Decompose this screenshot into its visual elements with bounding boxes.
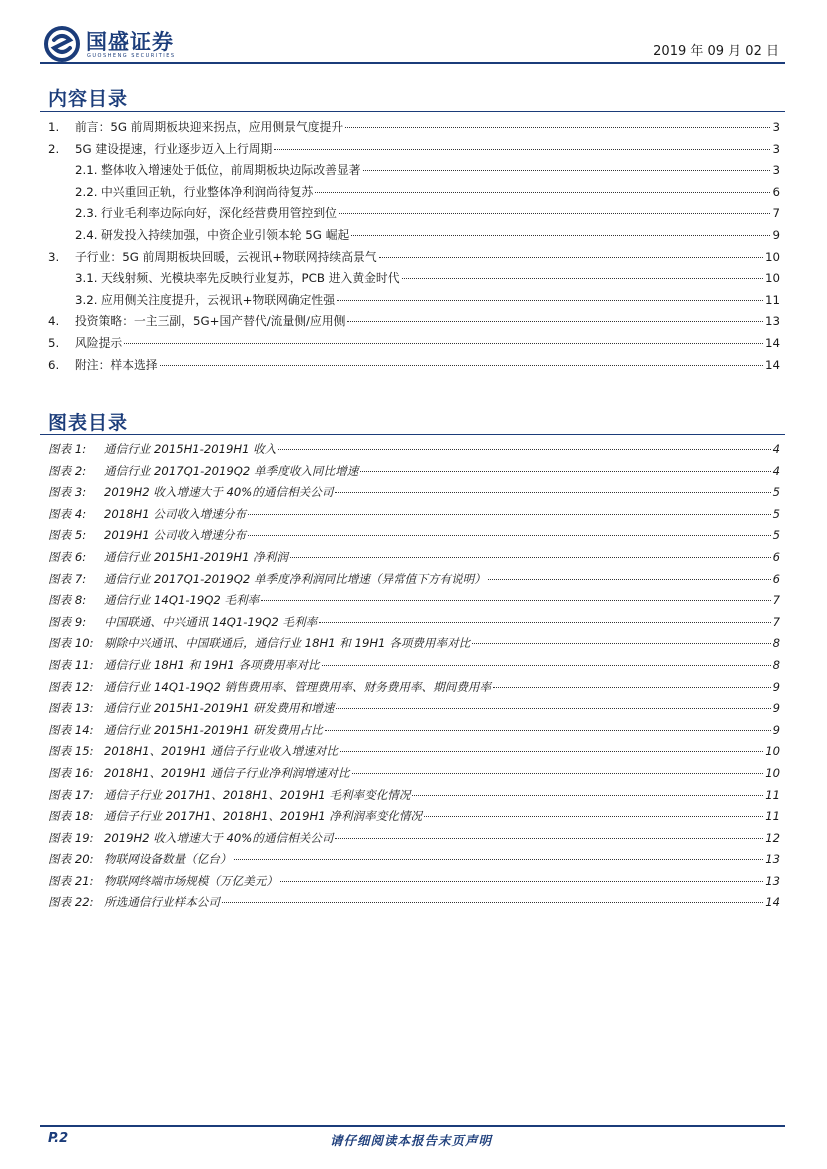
figure-entry[interactable]: 图表 21: 物联网终端市场规模（万亿美元） 13 [48,873,780,888]
contents-heading: 内容目录 [48,88,129,110]
toc-entry[interactable]: 2. 5G 建设提速，行业逐步迈入上行周期 3 [48,141,780,156]
header-divider [40,62,785,64]
figure-entry[interactable]: 图表 17: 通信子行业 2017H1、2018H1、2019H1 毛利率变化情况 11 [48,787,780,802]
figure-entry[interactable]: 图表 20: 物联网设备数量（亿台） 13 [48,852,780,867]
figure-entry[interactable]: 图表 16: 2018H1、2019H1 通信子行业净利润增速对比 10 [48,765,780,780]
figures-heading: 图表目录 [48,412,129,434]
figure-entry[interactable]: 图表 3: 2019H2 收入增速大于 40%的通信相关公司 5 [48,485,780,500]
toc-entry[interactable]: 3.1. 天线射频、光模块率先反映行业复苏，PCB 进入黄金时代 10 [75,271,780,286]
contents-list [48,118,780,377]
figure-entry[interactable]: 图表 14: 通信行业 2015H1-2019H1 研发费用占比 9 [48,722,780,737]
toc-entry[interactable]: 2.2. 中兴重回正轨，行业整体净利润尚待复苏 6 [75,184,780,199]
contents-heading-rule [40,111,785,112]
brand-name: 国盛证券 [86,30,174,54]
toc-entry[interactable]: 2.3. 行业毛利率边际向好，深化经营费用管控到位 7 [75,206,780,221]
figure-entry[interactable]: 图表 9: 中国联通、中兴通讯 14Q1-19Q2 毛利率 7 [48,614,780,629]
figure-entry[interactable]: 图表 11: 通信行业 18H1 和 19H1 各项费用率对比 8 [48,657,780,672]
page-header [40,20,785,62]
toc-entry[interactable]: 4. 投资策略：一主三副，5G+国产替代/流量侧/应用侧 13 [48,314,780,329]
footer-disclaimer: 请仔细阅读本报告末页声明 [330,1133,493,1148]
figure-entry[interactable]: 图表 15: 2018H1、2019H1 通信子行业收入增速对比 10 [48,744,780,759]
page-number: P.2 [48,1131,69,1146]
figure-entry[interactable]: 图表 19: 2019H2 收入增速大于 40%的通信相关公司 12 [48,830,780,845]
figures-heading-rule [40,434,785,435]
toc-entry[interactable]: 5. 风险提示 14 [48,335,780,350]
toc-entry[interactable]: 2.1. 整体收入增速处于低位，前周期板块边际改善显著 3 [75,163,780,178]
toc-entry[interactable]: 2.4. 研发投入持续加强，中资企业引领本轮 5G 崛起 9 [75,227,780,242]
figure-entry[interactable]: 图表 12: 通信行业 14Q1-19Q2 销售费用率、管理费用率、财务费用率、期间费用率 9 [48,679,780,694]
figures-list [48,441,780,916]
figure-entry[interactable]: 图表 4: 2018H1 公司收入增速分布 5 [48,506,780,521]
figure-entry[interactable]: 图表 13: 通信行业 2015H1-2019H1 研发费用和增速 9 [48,701,780,716]
figure-entry[interactable]: 图表 2: 通信行业 2017Q1-2019Q2 单季度收入同比增速 4 [48,463,780,478]
figure-entry[interactable]: 图表 6: 通信行业 2015H1-2019H1 净利润 6 [48,549,780,564]
figure-entry[interactable]: 图表 7: 通信行业 2017Q1-2019Q2 单季度净利润同比增速（异常值下方有说明） 6 [48,571,780,586]
toc-entry[interactable]: 6. 附注：样本选择 14 [48,357,780,372]
figure-entry[interactable]: 图表 10: 剔除中兴通讯、中国联通后，通信行业 18H1 和 19H1 各项费用率对比 8 [48,636,780,651]
figure-entry[interactable]: 图表 1: 通信行业 2015H1-2019H1 收入 4 [48,442,780,456]
footer-divider [40,1125,785,1127]
guosheng-logo-icon [44,26,80,62]
toc-entry[interactable]: 3.2. 应用侧关注度提升，云视讯+物联网确定性强 11 [75,292,780,307]
brand-subtitle: GUOSHENG SECURITIES [87,53,176,59]
figure-entry[interactable]: 图表 8: 通信行业 14Q1-19Q2 毛利率 7 [48,593,780,608]
figure-entry[interactable]: 图表 22: 所选通信行业样本公司 14 [48,895,780,910]
report-date: 2019 年 09 月 02 日 [653,44,779,59]
figure-entry[interactable]: 图表 5: 2019H1 公司收入增速分布 5 [48,528,780,543]
toc-entry[interactable]: 3. 子行业：5G 前周期板块回暖，云视讯+物联网持续高景气 10 [48,249,780,264]
toc-entry[interactable]: 1. 前言：5G 前周期板块迎来拐点，应用侧景气度提升 3 [48,120,780,134]
figure-entry[interactable]: 图表 18: 通信子行业 2017H1、2018H1、2019H1 净利润率变化情况 11 [48,809,780,824]
